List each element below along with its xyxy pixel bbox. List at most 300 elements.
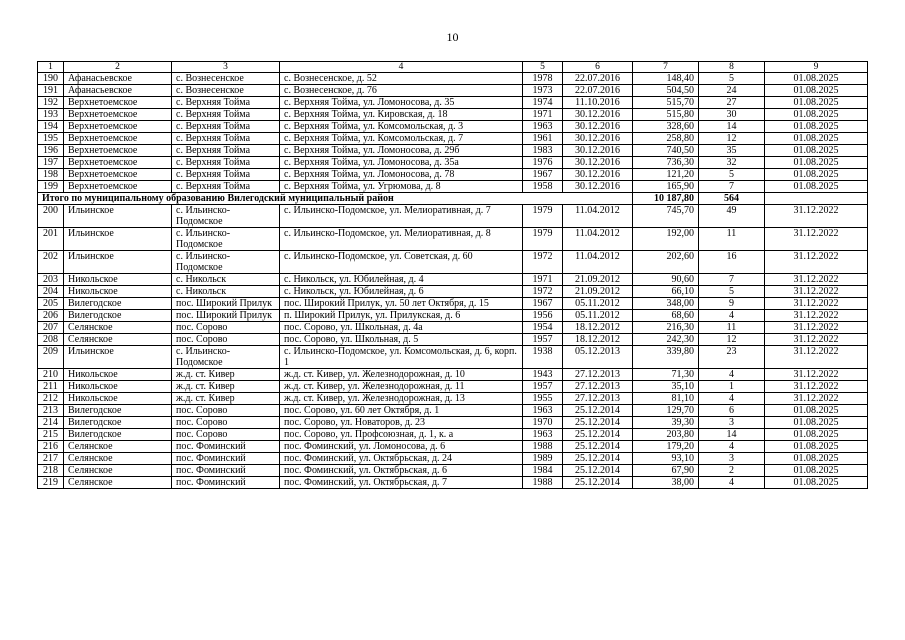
row-number-cell: 215 bbox=[38, 429, 64, 441]
date-cell: 27.12.2013 bbox=[563, 393, 633, 405]
settlement-cell: пос. Сорово bbox=[172, 405, 280, 417]
housing-registry-table bbox=[37, 61, 868, 489]
deadline-cell: 31.12.2022 bbox=[765, 310, 868, 322]
municipality-cell: Вилегодское bbox=[64, 417, 172, 429]
settlement-cell: пос. Фоминский bbox=[172, 453, 280, 465]
year-built-cell: 1967 bbox=[523, 298, 563, 310]
deadline-cell: 01.08.2025 bbox=[765, 109, 868, 121]
settlement-cell: с. Вознесенское bbox=[172, 73, 280, 85]
address-cell: с. Верхняя Тойма, ул. Кировская, д. 18 bbox=[280, 109, 523, 121]
year-built-cell: 1978 bbox=[523, 73, 563, 85]
settlement-cell: с. Верхняя Тойма bbox=[172, 181, 280, 193]
deadline-cell: 31.12.2022 bbox=[765, 298, 868, 310]
residents-cell: 1 bbox=[699, 381, 765, 393]
row-number-cell: 201 bbox=[38, 228, 64, 251]
municipality-cell: Верхнетоемское bbox=[64, 133, 172, 145]
municipality-cell: Верхнетоемское bbox=[64, 121, 172, 133]
area-cell: 121,20 bbox=[633, 169, 699, 181]
settlement-cell: с. Верхняя Тойма bbox=[172, 121, 280, 133]
deadline-cell: 01.08.2025 bbox=[765, 133, 868, 145]
column-header-7: 7 bbox=[633, 62, 699, 73]
row-number-cell: 191 bbox=[38, 85, 64, 97]
row-number-cell: 217 bbox=[38, 453, 64, 465]
municipality-cell: Селянское bbox=[64, 441, 172, 453]
settlement-cell: пос. Сорово bbox=[172, 417, 280, 429]
deadline-cell: 01.08.2025 bbox=[765, 405, 868, 417]
deadline-cell: 31.12.2022 bbox=[765, 346, 868, 369]
table-row bbox=[38, 310, 868, 322]
deadline-cell: 31.12.2022 bbox=[765, 228, 868, 251]
column-header-6: 6 bbox=[563, 62, 633, 73]
residents-cell: 49 bbox=[699, 205, 765, 228]
settlement-cell: с. Верхняя Тойма bbox=[172, 169, 280, 181]
total-label: Итого по муниципальному образованию Вилегодский муниципальный район bbox=[38, 193, 633, 205]
row-number-cell: 195 bbox=[38, 133, 64, 145]
row-number-cell: 197 bbox=[38, 157, 64, 169]
municipality-cell: Селянское bbox=[64, 322, 172, 334]
address-cell: с. Верхняя Тойма, ул. Ломоносова, д. 35 bbox=[280, 97, 523, 109]
year-built-cell: 1979 bbox=[523, 205, 563, 228]
municipality-cell: Верхнетоемское bbox=[64, 181, 172, 193]
table-row bbox=[38, 334, 868, 346]
row-number-cell: 204 bbox=[38, 286, 64, 298]
address-cell: с. Никольск, ул. Юбилейная, д. 6 bbox=[280, 286, 523, 298]
residents-cell: 11 bbox=[699, 228, 765, 251]
residents-cell: 4 bbox=[699, 441, 765, 453]
municipality-cell: Никольское bbox=[64, 381, 172, 393]
address-cell: пос. Широкий Прилук, ул. 50 лет Октября, д. 15 bbox=[280, 298, 523, 310]
settlement-cell: с. Ильинско-Подомское bbox=[172, 251, 280, 274]
address-cell: с. Ильинско-Подомское, ул. Мелиоративная, д. 7 bbox=[280, 205, 523, 228]
date-cell: 25.12.2014 bbox=[563, 405, 633, 417]
address-cell: пос. Фоминский, ул. Октябрьская, д. 6 bbox=[280, 465, 523, 477]
date-cell: 25.12.2014 bbox=[563, 429, 633, 441]
year-built-cell: 1973 bbox=[523, 85, 563, 97]
row-number-cell: 207 bbox=[38, 322, 64, 334]
table-row bbox=[38, 429, 868, 441]
residents-cell: 12 bbox=[699, 334, 765, 346]
municipality-cell: Верхнетоемское bbox=[64, 97, 172, 109]
table-row bbox=[38, 453, 868, 465]
residents-cell: 3 bbox=[699, 453, 765, 465]
area-cell: 148,40 bbox=[633, 73, 699, 85]
settlement-cell: пос. Фоминский bbox=[172, 465, 280, 477]
year-built-cell: 1989 bbox=[523, 453, 563, 465]
settlement-cell: ж.д. ст. Кивер bbox=[172, 381, 280, 393]
table-row bbox=[38, 417, 868, 429]
municipality-cell: Верхнетоемское bbox=[64, 145, 172, 157]
residents-cell: 7 bbox=[699, 181, 765, 193]
year-built-cell: 1963 bbox=[523, 429, 563, 441]
table-row bbox=[38, 133, 868, 145]
deadline-cell: 01.08.2025 bbox=[765, 97, 868, 109]
date-cell: 05.11.2012 bbox=[563, 298, 633, 310]
municipality-cell: Селянское bbox=[64, 465, 172, 477]
municipality-cell: Никольское bbox=[64, 274, 172, 286]
residents-cell: 2 bbox=[699, 465, 765, 477]
date-cell: 25.12.2014 bbox=[563, 477, 633, 489]
table-row bbox=[38, 181, 868, 193]
area-cell: 339,80 bbox=[633, 346, 699, 369]
municipality-cell: Селянское bbox=[64, 477, 172, 489]
settlement-cell: с. Никольск bbox=[172, 286, 280, 298]
settlement-cell: ж.д. ст. Кивер bbox=[172, 393, 280, 405]
column-header-1: 1 bbox=[38, 62, 64, 73]
municipality-cell: Селянское bbox=[64, 453, 172, 465]
row-number-cell: 213 bbox=[38, 405, 64, 417]
date-cell: 21.09.2012 bbox=[563, 286, 633, 298]
area-cell: 242,30 bbox=[633, 334, 699, 346]
address-cell: с. Верхняя Тойма, ул. Ломоносова, д. 35а bbox=[280, 157, 523, 169]
deadline-cell: 01.08.2025 bbox=[765, 477, 868, 489]
settlement-cell: пос. Сорово bbox=[172, 322, 280, 334]
settlement-cell: с. Верхняя Тойма bbox=[172, 157, 280, 169]
total-row bbox=[38, 193, 868, 205]
residents-cell: 4 bbox=[699, 477, 765, 489]
deadline-cell: 01.08.2025 bbox=[765, 169, 868, 181]
area-cell: 736,30 bbox=[633, 157, 699, 169]
municipality-cell: Ильинское bbox=[64, 228, 172, 251]
date-cell: 11.04.2012 bbox=[563, 251, 633, 274]
municipality-cell: Вилегодское bbox=[64, 429, 172, 441]
deadline-cell: 01.08.2025 bbox=[765, 157, 868, 169]
residents-cell: 7 bbox=[699, 274, 765, 286]
deadline-cell: 01.08.2025 bbox=[765, 453, 868, 465]
address-cell: ж.д. ст. Кивер, ул. Железнодорожная, д. 11 bbox=[280, 381, 523, 393]
year-built-cell: 1984 bbox=[523, 465, 563, 477]
residents-cell: 14 bbox=[699, 429, 765, 441]
address-cell: пос. Сорово, ул. Школьная, д. 4а bbox=[280, 322, 523, 334]
area-cell: 81,10 bbox=[633, 393, 699, 405]
settlement-cell: с. Вознесенское bbox=[172, 85, 280, 97]
municipality-cell: Вилегодское bbox=[64, 310, 172, 322]
municipality-cell: Афанасьевское bbox=[64, 85, 172, 97]
date-cell: 21.09.2012 bbox=[563, 274, 633, 286]
year-built-cell: 1963 bbox=[523, 121, 563, 133]
settlement-cell: пос. Фоминский bbox=[172, 441, 280, 453]
residents-cell: 4 bbox=[699, 310, 765, 322]
settlement-cell: пос. Фоминский bbox=[172, 477, 280, 489]
table-row bbox=[38, 169, 868, 181]
address-cell: пос. Сорово, ул. Новаторов, д. 23 bbox=[280, 417, 523, 429]
total-empty-cell bbox=[765, 193, 868, 205]
municipality-cell: Ильинское bbox=[64, 205, 172, 228]
area-cell: 66,10 bbox=[633, 286, 699, 298]
address-cell: с. Верхняя Тойма, ул. Угрюмова, д. 8 bbox=[280, 181, 523, 193]
row-number-cell: 194 bbox=[38, 121, 64, 133]
municipality-cell: Верхнетоемское bbox=[64, 157, 172, 169]
deadline-cell: 31.12.2022 bbox=[765, 205, 868, 228]
table-row bbox=[38, 97, 868, 109]
area-cell: 93,10 bbox=[633, 453, 699, 465]
settlement-cell: с. Верхняя Тойма bbox=[172, 109, 280, 121]
table-row bbox=[38, 298, 868, 310]
table-row bbox=[38, 145, 868, 157]
settlement-cell: пос. Широкий Прилук bbox=[172, 310, 280, 322]
row-number-cell: 218 bbox=[38, 465, 64, 477]
residents-cell: 3 bbox=[699, 417, 765, 429]
area-cell: 348,00 bbox=[633, 298, 699, 310]
year-built-cell: 1972 bbox=[523, 251, 563, 274]
year-built-cell: 1971 bbox=[523, 274, 563, 286]
residents-cell: 6 bbox=[699, 405, 765, 417]
year-built-cell: 1956 bbox=[523, 310, 563, 322]
address-cell: с. Вознесенское, д. 52 bbox=[280, 73, 523, 85]
residents-cell: 4 bbox=[699, 393, 765, 405]
table-row bbox=[38, 369, 868, 381]
deadline-cell: 01.08.2025 bbox=[765, 429, 868, 441]
row-number-cell: 205 bbox=[38, 298, 64, 310]
area-cell: 328,60 bbox=[633, 121, 699, 133]
address-cell: с. Верхняя Тойма, ул. Комсомольская, д. 3 bbox=[280, 121, 523, 133]
year-built-cell: 1957 bbox=[523, 334, 563, 346]
municipality-cell: Никольское bbox=[64, 393, 172, 405]
area-cell: 90,60 bbox=[633, 274, 699, 286]
table-row bbox=[38, 228, 868, 251]
deadline-cell: 01.08.2025 bbox=[765, 85, 868, 97]
date-cell: 25.12.2014 bbox=[563, 417, 633, 429]
address-cell: с. Верхняя Тойма, ул. Ломоносова, д. 29б bbox=[280, 145, 523, 157]
column-header-4: 4 bbox=[280, 62, 523, 73]
table-row bbox=[38, 73, 868, 85]
area-cell: 203,80 bbox=[633, 429, 699, 441]
settlement-cell: с. Никольск bbox=[172, 274, 280, 286]
date-cell: 22.07.2016 bbox=[563, 73, 633, 85]
row-number-cell: 209 bbox=[38, 346, 64, 369]
municipality-cell: Вилегодское bbox=[64, 298, 172, 310]
residents-cell: 11 bbox=[699, 322, 765, 334]
area-cell: 192,00 bbox=[633, 228, 699, 251]
row-number-cell: 211 bbox=[38, 381, 64, 393]
residents-cell: 5 bbox=[699, 73, 765, 85]
date-cell: 25.12.2014 bbox=[563, 453, 633, 465]
residents-cell: 30 bbox=[699, 109, 765, 121]
year-built-cell: 1971 bbox=[523, 109, 563, 121]
total-residents: 564 bbox=[699, 193, 765, 205]
deadline-cell: 31.12.2022 bbox=[765, 334, 868, 346]
table-row bbox=[38, 251, 868, 274]
table-row bbox=[38, 121, 868, 133]
settlement-cell: пос. Широкий Прилук bbox=[172, 298, 280, 310]
area-cell: 515,70 bbox=[633, 97, 699, 109]
settlement-cell: ж.д. ст. Кивер bbox=[172, 369, 280, 381]
year-built-cell: 1972 bbox=[523, 286, 563, 298]
settlement-cell: с. Ильинско-Подомское bbox=[172, 205, 280, 228]
municipality-cell: Никольское bbox=[64, 286, 172, 298]
table-row bbox=[38, 109, 868, 121]
deadline-cell: 01.08.2025 bbox=[765, 145, 868, 157]
row-number-cell: 200 bbox=[38, 205, 64, 228]
column-number-header-row bbox=[38, 62, 868, 73]
column-header-5: 5 bbox=[523, 62, 563, 73]
residents-cell: 9 bbox=[699, 298, 765, 310]
row-number-cell: 190 bbox=[38, 73, 64, 85]
residents-cell: 16 bbox=[699, 251, 765, 274]
row-number-cell: 206 bbox=[38, 310, 64, 322]
municipality-cell: Афанасьевское bbox=[64, 73, 172, 85]
date-cell: 11.04.2012 bbox=[563, 205, 633, 228]
municipality-cell: Верхнетоемское bbox=[64, 109, 172, 121]
address-cell: пос. Сорово, ул. Школьная, д. 5 bbox=[280, 334, 523, 346]
area-cell: 504,50 bbox=[633, 85, 699, 97]
row-number-cell: 198 bbox=[38, 169, 64, 181]
area-cell: 216,30 bbox=[633, 322, 699, 334]
area-cell: 515,80 bbox=[633, 109, 699, 121]
table-row bbox=[38, 477, 868, 489]
deadline-cell: 31.12.2022 bbox=[765, 369, 868, 381]
table-row bbox=[38, 85, 868, 97]
table-row bbox=[38, 393, 868, 405]
address-cell: с. Верхняя Тойма, ул. Комсомольская, д. 7 bbox=[280, 133, 523, 145]
address-cell: с. Верхняя Тойма, ул. Ломоносова, д. 78 bbox=[280, 169, 523, 181]
address-cell: пос. Сорово, ул. Профсоюзная, д. 1, к. а bbox=[280, 429, 523, 441]
residents-cell: 4 bbox=[699, 369, 765, 381]
address-cell: с. Вознесенское, д. 76 bbox=[280, 85, 523, 97]
area-cell: 179,20 bbox=[633, 441, 699, 453]
residents-cell: 12 bbox=[699, 133, 765, 145]
row-number-cell: 193 bbox=[38, 109, 64, 121]
area-cell: 38,00 bbox=[633, 477, 699, 489]
area-cell: 35,10 bbox=[633, 381, 699, 393]
year-built-cell: 1970 bbox=[523, 417, 563, 429]
address-cell: с. Ильинско-Подомское, ул. Мелиоративная, д. 8 bbox=[280, 228, 523, 251]
row-number-cell: 208 bbox=[38, 334, 64, 346]
table-row bbox=[38, 441, 868, 453]
area-cell: 258,80 bbox=[633, 133, 699, 145]
municipality-cell: Никольское bbox=[64, 369, 172, 381]
residents-cell: 27 bbox=[699, 97, 765, 109]
deadline-cell: 31.12.2022 bbox=[765, 286, 868, 298]
settlement-cell: с. Верхняя Тойма bbox=[172, 97, 280, 109]
address-cell: пос. Фоминский, ул. Октябрьская, д. 24 bbox=[280, 453, 523, 465]
area-cell: 202,60 bbox=[633, 251, 699, 274]
area-cell: 67,90 bbox=[633, 465, 699, 477]
year-built-cell: 1988 bbox=[523, 441, 563, 453]
column-header-3: 3 bbox=[172, 62, 280, 73]
settlement-cell: с. Ильинско-Подомское bbox=[172, 346, 280, 369]
row-number-cell: 202 bbox=[38, 251, 64, 274]
settlement-cell: пос. Сорово bbox=[172, 334, 280, 346]
deadline-cell: 31.12.2022 bbox=[765, 381, 868, 393]
year-built-cell: 1955 bbox=[523, 393, 563, 405]
address-cell: ж.д. ст. Кивер, ул. Железнодорожная, д. 10 bbox=[280, 369, 523, 381]
date-cell: 22.07.2016 bbox=[563, 85, 633, 97]
row-number-cell: 199 bbox=[38, 181, 64, 193]
year-built-cell: 1943 bbox=[523, 369, 563, 381]
municipality-cell: Вилегодское bbox=[64, 405, 172, 417]
page-number: 10 bbox=[446, 30, 459, 44]
column-header-9: 9 bbox=[765, 62, 868, 73]
deadline-cell: 31.12.2022 bbox=[765, 274, 868, 286]
date-cell: 11.04.2012 bbox=[563, 228, 633, 251]
residents-cell: 14 bbox=[699, 121, 765, 133]
column-header-8: 8 bbox=[699, 62, 765, 73]
table-row bbox=[38, 157, 868, 169]
table-row bbox=[38, 205, 868, 228]
year-built-cell: 1958 bbox=[523, 181, 563, 193]
settlement-cell: с. Верхняя Тойма bbox=[172, 145, 280, 157]
date-cell: 25.12.2014 bbox=[563, 441, 633, 453]
deadline-cell: 01.08.2025 bbox=[765, 121, 868, 133]
deadline-cell: 01.08.2025 bbox=[765, 181, 868, 193]
residents-cell: 23 bbox=[699, 346, 765, 369]
area-cell: 39,30 bbox=[633, 417, 699, 429]
area-cell: 740,50 bbox=[633, 145, 699, 157]
municipality-cell: Верхнетоемское bbox=[64, 169, 172, 181]
deadline-cell: 01.08.2025 bbox=[765, 73, 868, 85]
date-cell: 05.11.2012 bbox=[563, 310, 633, 322]
area-cell: 745,70 bbox=[633, 205, 699, 228]
date-cell: 27.12.2013 bbox=[563, 369, 633, 381]
date-cell: 30.12.2016 bbox=[563, 121, 633, 133]
deadline-cell: 01.08.2025 bbox=[765, 441, 868, 453]
residents-cell: 32 bbox=[699, 157, 765, 169]
table-row bbox=[38, 286, 868, 298]
year-built-cell: 1974 bbox=[523, 97, 563, 109]
address-cell: пос. Сорово, ул. 60 лет Октября, д. 1 bbox=[280, 405, 523, 417]
table-row bbox=[38, 381, 868, 393]
deadline-cell: 31.12.2022 bbox=[765, 393, 868, 405]
date-cell: 05.12.2013 bbox=[563, 346, 633, 369]
year-built-cell: 1957 bbox=[523, 381, 563, 393]
address-cell: с. Ильинско-Подомское, ул. Советская, д. 60 bbox=[280, 251, 523, 274]
date-cell: 30.12.2016 bbox=[563, 169, 633, 181]
residents-cell: 24 bbox=[699, 85, 765, 97]
row-number-cell: 212 bbox=[38, 393, 64, 405]
address-cell: с. Ильинско-Подомское, ул. Комсомольская, д. 6, корп. 1 bbox=[280, 346, 523, 369]
year-built-cell: 1976 bbox=[523, 157, 563, 169]
row-number-cell: 192 bbox=[38, 97, 64, 109]
row-number-cell: 196 bbox=[38, 145, 64, 157]
year-built-cell: 1988 bbox=[523, 477, 563, 489]
residents-cell: 35 bbox=[699, 145, 765, 157]
table-row bbox=[38, 405, 868, 417]
table-row bbox=[38, 274, 868, 286]
municipality-cell: Ильинское bbox=[64, 251, 172, 274]
total-area: 10 187,80 bbox=[633, 193, 699, 205]
year-built-cell: 1983 bbox=[523, 145, 563, 157]
address-cell: пос. Фоминский, ул. Ломоносова, д. 6 bbox=[280, 441, 523, 453]
area-cell: 71,30 bbox=[633, 369, 699, 381]
table-row bbox=[38, 465, 868, 477]
row-number-cell: 203 bbox=[38, 274, 64, 286]
row-number-cell: 216 bbox=[38, 441, 64, 453]
year-built-cell: 1954 bbox=[523, 322, 563, 334]
table-body bbox=[38, 73, 868, 489]
date-cell: 25.12.2014 bbox=[563, 465, 633, 477]
address-cell: п. Широкий Прилук, ул. Прилукская, д. 6 bbox=[280, 310, 523, 322]
deadline-cell: 31.12.2022 bbox=[765, 322, 868, 334]
address-cell: пос. Фоминский, ул. Октябрьская, д. 7 bbox=[280, 477, 523, 489]
date-cell: 30.12.2016 bbox=[563, 133, 633, 145]
residents-cell: 5 bbox=[699, 169, 765, 181]
deadline-cell: 01.08.2025 bbox=[765, 465, 868, 477]
address-cell: с. Никольск, ул. Юбилейная, д. 4 bbox=[280, 274, 523, 286]
year-built-cell: 1963 bbox=[523, 405, 563, 417]
settlement-cell: с. Ильинско-Подомское bbox=[172, 228, 280, 251]
date-cell: 30.12.2016 bbox=[563, 181, 633, 193]
row-number-cell: 214 bbox=[38, 417, 64, 429]
date-cell: 27.12.2013 bbox=[563, 381, 633, 393]
area-cell: 68,60 bbox=[633, 310, 699, 322]
table-row bbox=[38, 322, 868, 334]
area-cell: 129,70 bbox=[633, 405, 699, 417]
residents-cell: 5 bbox=[699, 286, 765, 298]
date-cell: 11.10.2016 bbox=[563, 97, 633, 109]
area-cell: 165,90 bbox=[633, 181, 699, 193]
municipality-cell: Ильинское bbox=[64, 346, 172, 369]
date-cell: 30.12.2016 bbox=[563, 157, 633, 169]
